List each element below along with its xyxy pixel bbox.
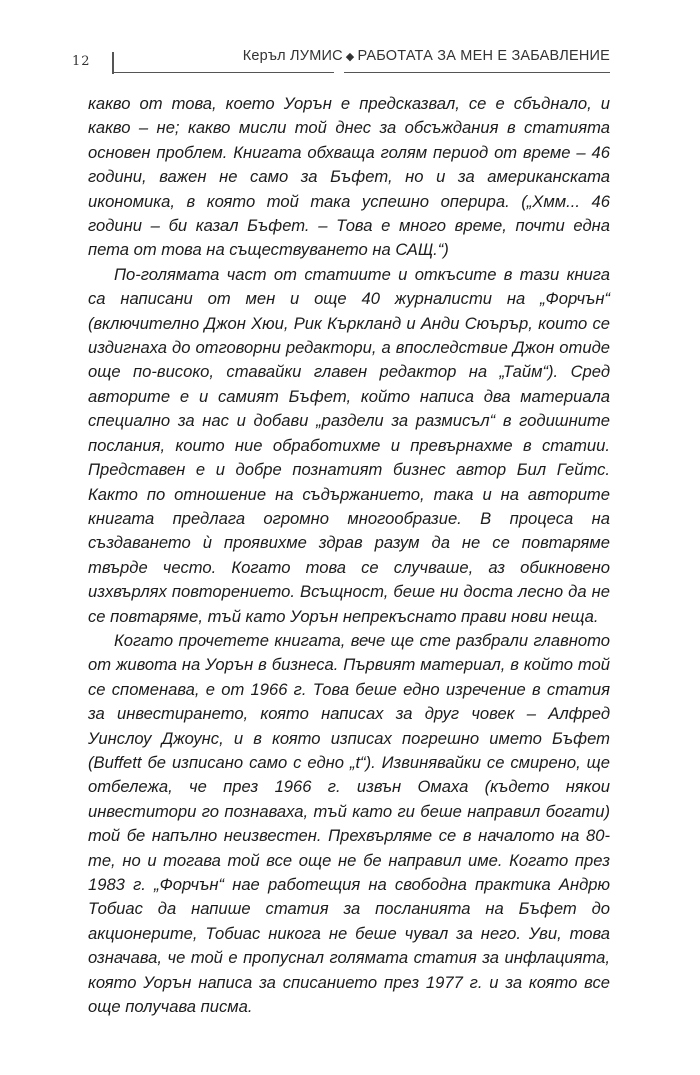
page-number: 12 xyxy=(64,52,114,74)
running-header xyxy=(64,44,610,74)
header-rule-left xyxy=(114,72,334,73)
paragraph-2: По-голямата част от статиите и откъсите в тази книга са написани от мен и още 40 журналисти на „Форчън“ (включително Джон Хюи, Рик Къркланд и Анди Сюърър, които се издигнаха до отговорни редактори, а впоследствие Джон отиде още по-високо, ставайки главен редактор на „Тайм“). Сред авторите е и самият Бъфет, който написа два материала специално за нас и добави „раздели за размисъл“ в годишните послания, които ние обработихме и превърнахме в статии. Представен е и добре познатият бизнес автор Бил Гейтс. Както по отношение на съдържанието, така и на авторите книгата предлага огромно многообразие. В процеса на създаването ѝ проявихме здрав разум да не се повтаряме твърде често. Когато това се случваше, аз обикновено изхвърлях повторението. Всъщност, беше ни доста лесно да не се повтаряме, тъй като Уорън непрекъснато прави нови неща. xyxy=(88,264,610,626)
diamond-separator-icon: ◆ xyxy=(345,51,355,63)
paragraph-3: Когато прочетете книгата, вече ще сте разбрали главното от живота на Уорън в бизнеса. Първият материал, в който той се споменава, е от 1966 г. Това беше едно изречение в статия за инвестирането, която написах за друг човек – Алфред Уинслоу Джоунс, и в която изписах погрешно името Бъфет (Buffett бе изписано само с едно „t“). Извинявайки се смирено, ще отбележа, че през 1966 г. извън Омаха (където някои инвеститори го познаваха, тъй като ги беше направил богати) той бе напълно неизвестен. Прехвърляме се в началото на 80-те, но и тогава той все още не бе направил име. Когато през 1983 г. „Форчън“ нае работещия на свободна практика Андрю Тобиас да напише статия за посланията на Бъфет до акционерите, Тобиас никога не беше чувал за него. Уви, това означава, че той е пропуснал голямата статия за инфлацията, която Уорън написа за списанието през 1977 г. и за която все още получава писма. xyxy=(88,630,610,1017)
body-text xyxy=(88,92,610,1019)
book-title: РАБОТАТА ЗА МЕН Е ЗАБАВЛЕНИЕ xyxy=(357,48,610,64)
header-rule-right xyxy=(344,72,610,73)
paragraph-1: какво от това, което Уорън е предсказвал, се е сбъднало, и какво – не; какво мисли той днес за обсъждания в статията основен проблем. Книгата обхваща голям период от време – 46 години, важен не само за Бъфет, но и за американската икономика, в която той така успешно оперира. („Хмм... 46 години – би казал Бъфет. – Това е много време, почти една пета от това на съществуването на САЩ.“) xyxy=(88,94,610,260)
running-title xyxy=(243,48,610,64)
author-name: Керъл ЛУМИС xyxy=(242,48,343,64)
